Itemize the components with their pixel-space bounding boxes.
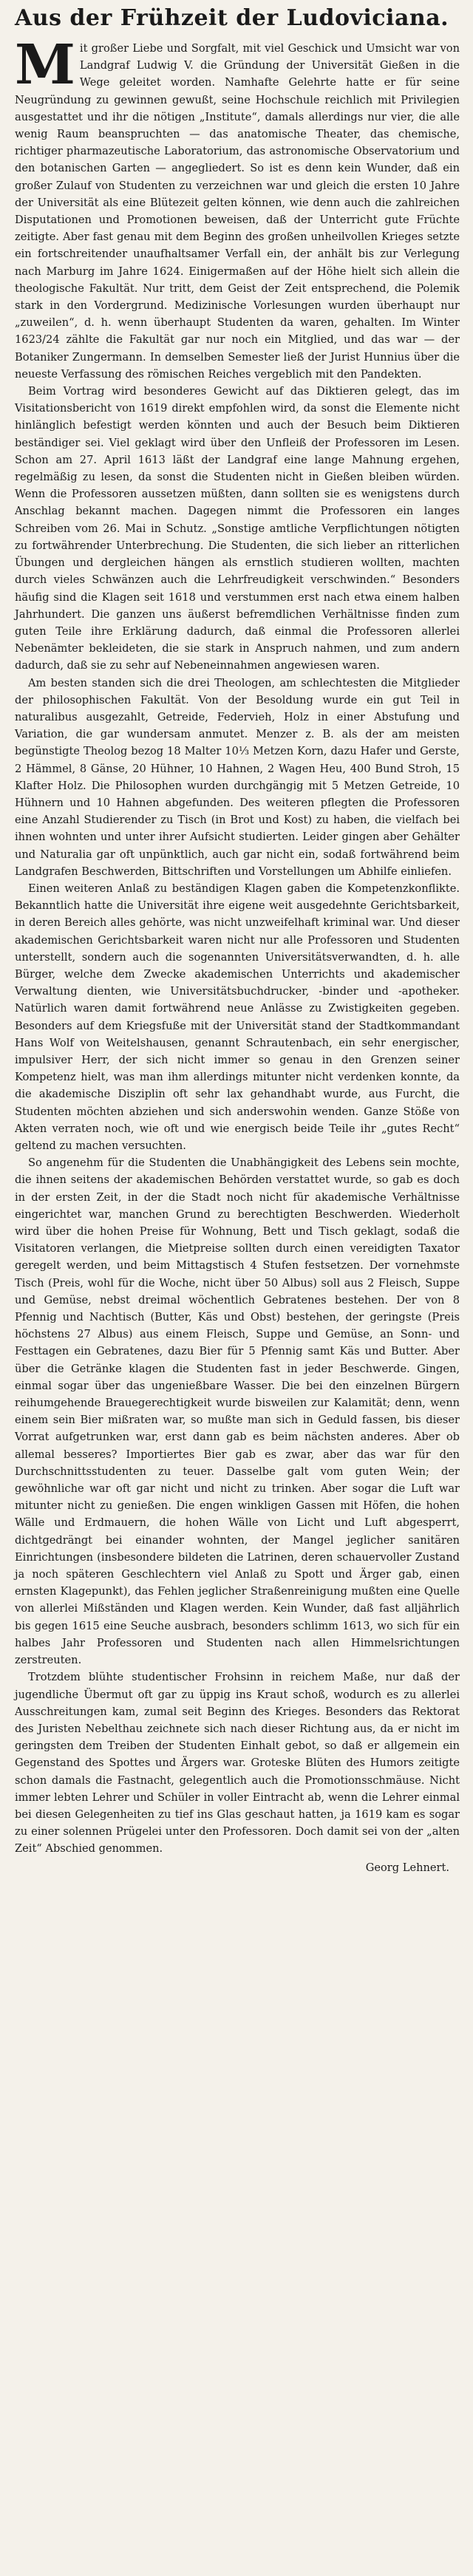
article-paragraph-6: Trotzdem blühte studentischer Frohsinn in reichem Maße, nur daß der jugendliche Übermut oft gar zu üppig ins Kraut schoß, wodurch es zu allerlei Ausschreitungen kam, zumal seit Beginn des Krieges. Besonders das Rektorat des Juristen Nebelthau zeichnete sich nach dieser Richtung aus, da er nicht im geringsten dem Treiben der Studenten Einhalt gebot, so daß er allgemein ein Gegenstand des Spottes und Ärgers war. Groteske Blüten des Humors zeitigte schon damals die Fastnacht, gelegentlich auch die Promotionsschmäuse. Nicht immer lebten Lehrer und Schüler in voller Eintracht ab, wenn die Lehrer einmal bei diesen Gelegenheiten zu tief ins Glas geschaut hatten, ja 1619 kam es sogar zu einer solennen Prügelei unter den Professoren. Doch damit sei von der „alten Zeit“ Abschied genommen. <box>15 1671 460 1856</box>
article-paragraph-2: Beim Vortrag wird besonderes Gewicht auf das Diktieren gelegt, das im Visitationsbericht von 1619 direkt empfohlen wird, da sonst die Elemente nicht hinlänglich befestigt werden könnten und auch der Besuch beim Diktieren beständiger sei. Viel geklagt wird über den Unfleiß der Professoren im Lesen. Schon am 27. April 1613 läßt der Landgraf eine lange Mahnung ergehen, regelmäßig zu lesen, da sonst die Studenten nicht in Gießen bleiben würden. Wenn die Professoren aussetzen müßten, dann sollten sie es wenigstens durch Anschlag bekannt machen. Dagegen nimmt die Professoren ein langes Schreiben vom 26. Mai in Schutz. „Sonstige amtliche Verpflichtungen nötigten zu fortwährender Unterbrechung. Die Studenten, die sich lieber an ritterlichen Übungen und dergleichen hängen als ernstlich studieren wollten, machten durch vieles Schwänzen auch die Lehrfreudigkeit verschwinden.“ Besonders häufig sind die Klagen seit 1618 und verstummen erst nach etwa einem halben Jahrhundert. Die ganzen uns äußerst befremdlichen Verhältnisse finden zum guten Teile ihre Erklärung dadurch, daß einmal die Professoren allerlei Nebenämter bekleideten, die sie stark in Anspruch nahmen, und zum andern dadurch, daß sie zu sehr auf Nebeneinnahmen angewiesen waren. <box>15 385 460 672</box>
article-paragraph-4: Einen weiteren Anlaß zu beständigen Klagen gaben die Kompetenzkonflikte. Bekanntlich hatte die Universität ihre eigene weit ausgedehnte Gerichtsbarkeit, in deren Bereich alles gehörte, was nicht unzweifelhaft kriminal war. Und dieser akademischen Gerichtsbarkeit waren nicht nur alle Professoren und Studenten unterstellt, sondern auch die sogenannten Universitätsverwandten, d. h. alle Bürger, welche dem Zwecke akademischen Unterrichts und akademischer Verwaltung dienten, wie Universitätsbuchdrucker, -binder und -apotheker. Natürlich waren damit fortwährend neue Anlässe zu Zwistigkeiten gegeben. Besonders auf dem Kriegsfuße mit der Universität stand der Stadtkommandant Hans Wolf von Weitelshausen, genannt Schrautenbach, ein sehr energischer, impulsiver Herr, der sich nicht immer so genau in den Grenzen seiner Kompetenz hielt, was man ihm allerdings mitunter nicht verdenken konnte, da die akademische Disziplin oft sehr lax gehandhabt wurde, aus Furcht, die Studenten möchten abziehen und sich anderswohin wenden. Ganze Stöße von Akten verraten noch, wie oft und wie energisch beide Teile ihr „gutes Recht“ geltend zu machen versuchten. <box>15 882 460 1152</box>
drop-cap: M <box>15 33 75 97</box>
article-body <box>15 33 460 1858</box>
article-title: Aus der Frühzeit der Ludoviciana. <box>15 5 449 31</box>
paragraph-text: it großer Liebe und Sorgfalt, mit viel Geschick und Umsicht war von Landgraf Ludwig V. die Gründung der Universität Gießen in die Wege geleitet worden. Namhafte Gelehrte hatte er für seine Neugründung zu gewinnen gewußt, seine Hochschule reichlich mit Privilegien ausgestattet und ihr die nötigen „Institute“, damals allerdings nur vier, die alle wenig Raum beanspruchten — das anatomische Theater, das chemische, richtiger pharmazeutische Laboratorium, das astronomische Observatorium und den botanischen Garten — angegliedert. So ist es denn kein Wunder, daß ein großer Zulauf von Studenten zu verzeichnen war und gleich die ersten 10 Jahre der Universität als eine Blütezeit gelten können, wie denn auch die zahlreichen Disputationen und Promotionen beweisen, daß der Unterricht gute Früchte zeitigte. Aber fast genau mit dem Beginn des großen unheilvollen Krieges setzte ein fortschreitender unaufhaltsamer Verfall ein, der anhält bis zur Verlegung nach Marburg im Jahre 1624. Einigermaßen auf der Höhe hielt sich allein die theologische Fakultät. Nur tritt, dem Geist der Zeit entsprechend, die Polemik stark in den Vordergrund. Medizinische Vorlesungen wurden überhaupt nur „zuweilen“, d. h. wenn überhaupt Studenten da waren, gehalten. Im Winter 1623/24 zählte die Fakultät gar nur noch ein Mitglied, und das war — der Botaniker Zungermann. In demselben Semester ließ der Jurist Hunnius über die neueste Verfassung des römischen Reiches vergeblich mit den Pandekten. <box>15 42 460 381</box>
author-signature: Georg Lehnert. <box>365 1861 449 1874</box>
article-paragraph-1 <box>15 33 460 383</box>
article-paragraph-5: So angenehm für die Studenten die Unabhängigkeit des Lebens sein mochte, die ihnen seitens der akademischen Behörden verstattet wurde, so gab es doch in der ersten Zeit, in der die Stadt noch nicht für akademische Verhältnisse eingerichtet war, manchen Grund zu berechtigten Beschwerden. Wiederholt wird über die hohen Preise für Wohnung, Bett und Tisch geklagt, sodaß die Visitatoren verlangen, die Mietpreise sollten durch einen vereidigten Taxator geregelt werden, und beim Mittagstisch 4 Stufen festsetzen. Der vornehmste Tisch (Preis, wohl für die Woche, nicht über 50 Albus) soll aus 2 Fleisch, Suppe und Gemüse, nebst dreimal wöchentlich Gebratenes bestehen. Der von 8 Pfennig und Nachtisch (Butter, Käs und Obst) bestehen, der geringste (Preis höchstens 27 Albus) aus einem Fleisch, Suppe und Gemüse, an Sonn- und Festtagen ein Gebratenes, dazu Bier für 5 Pfennig samt Käs und Butter. Aber über die Getränke klagen die Studenten fast in jeder Beschwerde. Gingen, einmal sogar über das ungenießbare Wasser. Die bei den einzelnen Bürgern reihumgehende Brauegerechtigkeit wurde bisweilen zur Kalamität; denn, wenn einem sein Bier mißraten war, so mußte man sich in Geduld fassen, bis dieser Vorrat aufgetrunken war, erst dann gab es beim nächsten anderes. Aber ob allemal besseres? Importiertes Bier gab es zwar, aber das war für den Durchschnittsstudenten zu teuer. Dasselbe galt vom guten Wein; der gewöhnliche war oft gar nicht und nicht zu trinken. Aber sogar die Luft war mitunter nicht zu genießen. Die engen winkligen Gassen mit Höfen, die hohen Wälle und Erdmauern, die hohen Wälle von Licht und Luft abgesperrt, dichtgedrängt bei einander wohnten, der Mangel jeglicher sanitären Einrichtungen (insbesondere bildeten die Latrinen, deren schauervoller Zustand ja noch späteren Geschlechtern viel Anlaß zu Spott und Ärger gab, einen ernsten Klagepunkt), das Fehlen jeglicher Straßenreinigung mußten eine Quelle von allerlei Mißständen und Klagen werden. Kein Wunder, daß fast alljährlich bis gegen 1615 eine Seuche ausbrach, besonders schlimm 1613, wo sich für ein halbes Jahr Professoren und Studenten nach allen Himmelsrichtungen zerstreuten. <box>15 1156 460 1667</box>
article-paragraph-3: Am besten standen sich die drei Theologen, am schlechtesten die Mitglieder der philosophischen Fakultät. Von der Besoldung wurde ein gut Teil in naturalibus ausgezahlt, Getreide, Federvieh, Holz in einer Abstufung und Variation, die gar wundersam anmutet. Menzer z. B. als der am meisten begünstigte Theolog bezog 18 Malter 10⅓ Metzen Korn, dazu Hafer und Gerste, 2 Hämmel, 8 Gänse, 20 Hühner, 10 Hahnen, 2 Wagen Heu, 400 Bund Stroh, 15 Klafter Holz. Die Philosophen wurden durchgängig mit 5 Metzen Getreide, 10 Hühnern und 10 Hahnen abgefunden. Des weiteren pflegten die Professoren eine Anzahl Studierender zu Tisch (in Brot und Kost) zu haben, die vielfach bei ihnen wohnten und unter ihrer Aufsicht studierten. Leider gingen aber Gehälter und Naturalia gar oft unpünktlich, auch gar nicht ein, sodaß fortwährend beim Landgrafen Beschwerden, Bittschriften und Vorstellungen um Abhilfe einliefen. <box>15 676 460 878</box>
